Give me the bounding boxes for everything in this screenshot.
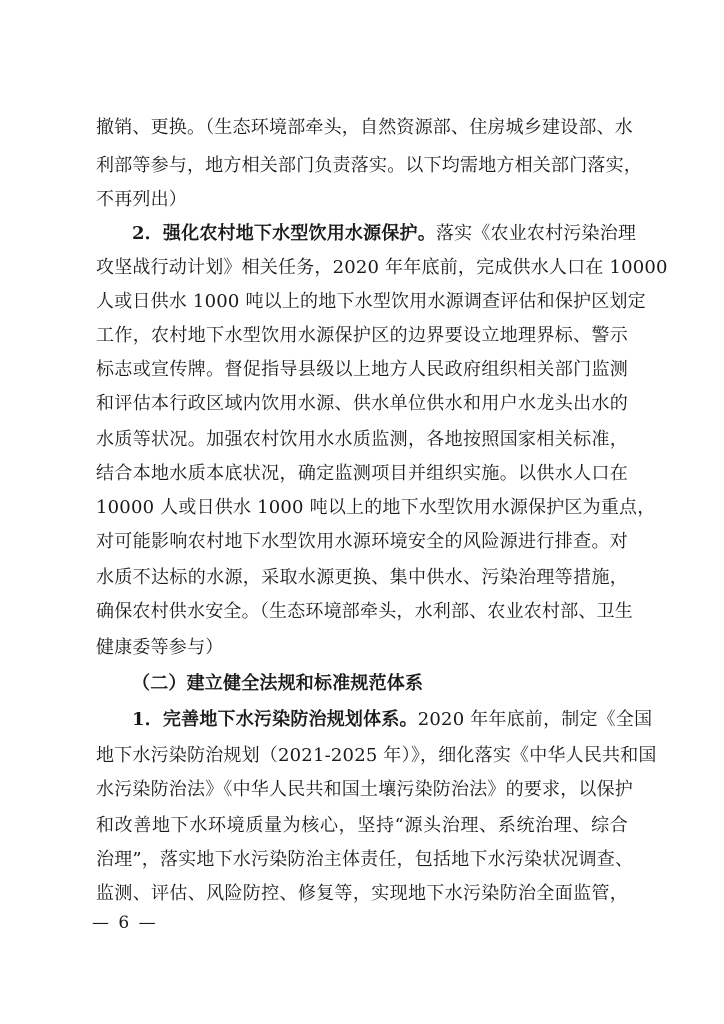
paragraph-line: 水质等状况。加强农村饮用水水质监测，各地按照国家相关标准，: [96, 429, 628, 450]
paragraph-line: 工作，农村地下水型饮用水源保护区的边界要设立地理界标、警示: [96, 325, 628, 346]
paragraph-line: 水质不达标的水源，采取水源更换、集中供水、污染治理等措施，: [96, 567, 628, 588]
paragraph-line: 1．完善地下水污染防治规划体系。2020 年年底前，制定《全国: [132, 709, 653, 730]
paragraph-line: 人或日供水 1000 吨以上的地下水型饮用水源调查评估和保护区划定: [96, 291, 646, 312]
paragraph-line: 利部等参与，地方相关部门负责落实。以下均需地方相关部门落实，: [96, 155, 642, 176]
paragraph-line: 攻坚战行动计划》相关任务，2020 年年底前，完成供水人口在 10000: [96, 257, 668, 278]
paragraph-line: 撤销、更换。（生态环境部牵头，自然资源部、住房城乡建设部、水: [96, 117, 633, 138]
item-heading: 1．完善地下水污染防治规划体系。: [132, 709, 418, 730]
paragraph-line: 和评估本行政区域内饮用水源、供水单位供水和用户水龙头出水的: [96, 393, 628, 414]
paragraph-line: 水污染防治法》《中华人民共和国土壤污染防治法》的要求，以保护: [96, 779, 633, 800]
paragraph-line: 标志或宣传牌。督促指导县级以上地方人民政府组织相关部门监测: [96, 359, 628, 380]
paragraph-line: 确保农村供水安全。（生态环境部牵头，水利部、农业农村部、卫生: [96, 601, 633, 622]
paragraph-line: 不再列出）: [96, 189, 187, 210]
item-heading: 2．强化农村地下水型饮用水源保护。: [132, 223, 436, 244]
section-heading: （二）建立健全法规和标准规范体系: [132, 673, 424, 694]
paragraph-line: 健康委等参与）: [96, 637, 224, 658]
paragraph-line: 和改善地下水环境质量为核心，坚持“源头治理、系统治理、综合: [96, 815, 628, 836]
paragraph-line: 结合本地水质本底状况，确定监测项目并组织实施。以供水人口在: [96, 463, 628, 484]
paragraph-line: 对可能影响农村地下水型饮用水源环境安全的风险源进行排查。对: [96, 531, 628, 552]
paragraph-line: 治理”，落实地下水污染防治主体责任，包括地下水污染状况调查、: [96, 849, 634, 870]
page-number: — 6 —: [92, 913, 158, 933]
paragraph-line: 监测、评估、风险防控、修复等，实现地下水污染防治全面监管，: [96, 883, 628, 904]
paragraph-line: 2．强化农村地下水型饮用水源保护。落实《农业农村污染治理: [132, 223, 637, 244]
paragraph-line: 地下水污染防治规划（2021-2025 年）》，细化落实《中华人民共和国: [96, 745, 657, 766]
paragraph-line: 10000 人或日供水 1000 吨以上的地下水型饮用水源保护区为重点，: [96, 497, 656, 518]
